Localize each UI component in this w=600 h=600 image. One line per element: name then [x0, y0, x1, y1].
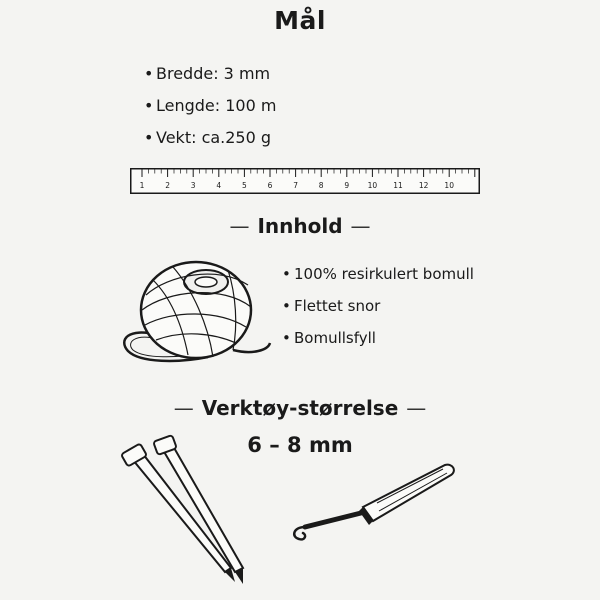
bullet: • [144, 128, 154, 147]
ruler-tick-label: 4 [216, 181, 222, 190]
tool-size-title: Verktøy-størrelse [201, 396, 399, 420]
list-item [282, 324, 474, 356]
dash-right: — [406, 396, 427, 420]
bullet: • [282, 329, 291, 347]
ruler-tick-label: 3 [190, 181, 196, 190]
bullet: • [144, 64, 154, 83]
knitting-needles-icon [115, 430, 255, 590]
list-item [144, 92, 276, 124]
spec-width: Bredde: 3 mm [156, 64, 271, 83]
crochet-hook-icon [285, 455, 465, 550]
ruler-icon [130, 168, 480, 194]
tool-size-value: 6 – 8 mm [247, 433, 353, 457]
list-item [282, 292, 474, 324]
dash-left: — [229, 214, 250, 238]
content-material: 100% resirkulert bomull [294, 265, 474, 283]
content-cord: Flettet snor [294, 297, 381, 315]
spec-weight: Vekt: ca.250 g [156, 128, 272, 147]
bullet: • [282, 265, 291, 283]
ruler-tick-label: 1 [139, 181, 145, 190]
yarn-ball-icon [118, 255, 278, 370]
ruler-tick-label: 6 [267, 181, 273, 190]
ruler-tick-label: 9 [344, 181, 350, 190]
tool-size-heading [0, 396, 600, 420]
spec-length: Lengde: 100 m [156, 96, 277, 115]
ruler-tick-label: 10 [367, 181, 378, 190]
contents-title: Innhold [257, 214, 343, 238]
ruler-tick-label: 10 [444, 181, 454, 190]
ruler-tick-label: 8 [318, 181, 324, 190]
page-title: Mål [274, 6, 326, 35]
contents-heading [0, 214, 600, 238]
ruler-tick-label: 7 [293, 181, 298, 190]
ruler-tick-label: 12 [418, 181, 429, 190]
needle-right [153, 435, 243, 584]
contents-list [282, 260, 474, 356]
ruler-tick-label: 2 [165, 181, 170, 190]
ruler-tick-label: 5 [242, 181, 247, 190]
bullet: • [282, 297, 291, 315]
list-item [144, 60, 276, 92]
dash-left: — [173, 396, 194, 420]
list-item [144, 124, 276, 156]
content-filling: Bomullsfyll [294, 329, 376, 347]
bullet: • [144, 96, 154, 115]
ruler-tick-label: 11 [393, 181, 403, 190]
spec-list [144, 60, 276, 156]
dash-right: — [350, 214, 371, 238]
list-item [282, 260, 474, 292]
